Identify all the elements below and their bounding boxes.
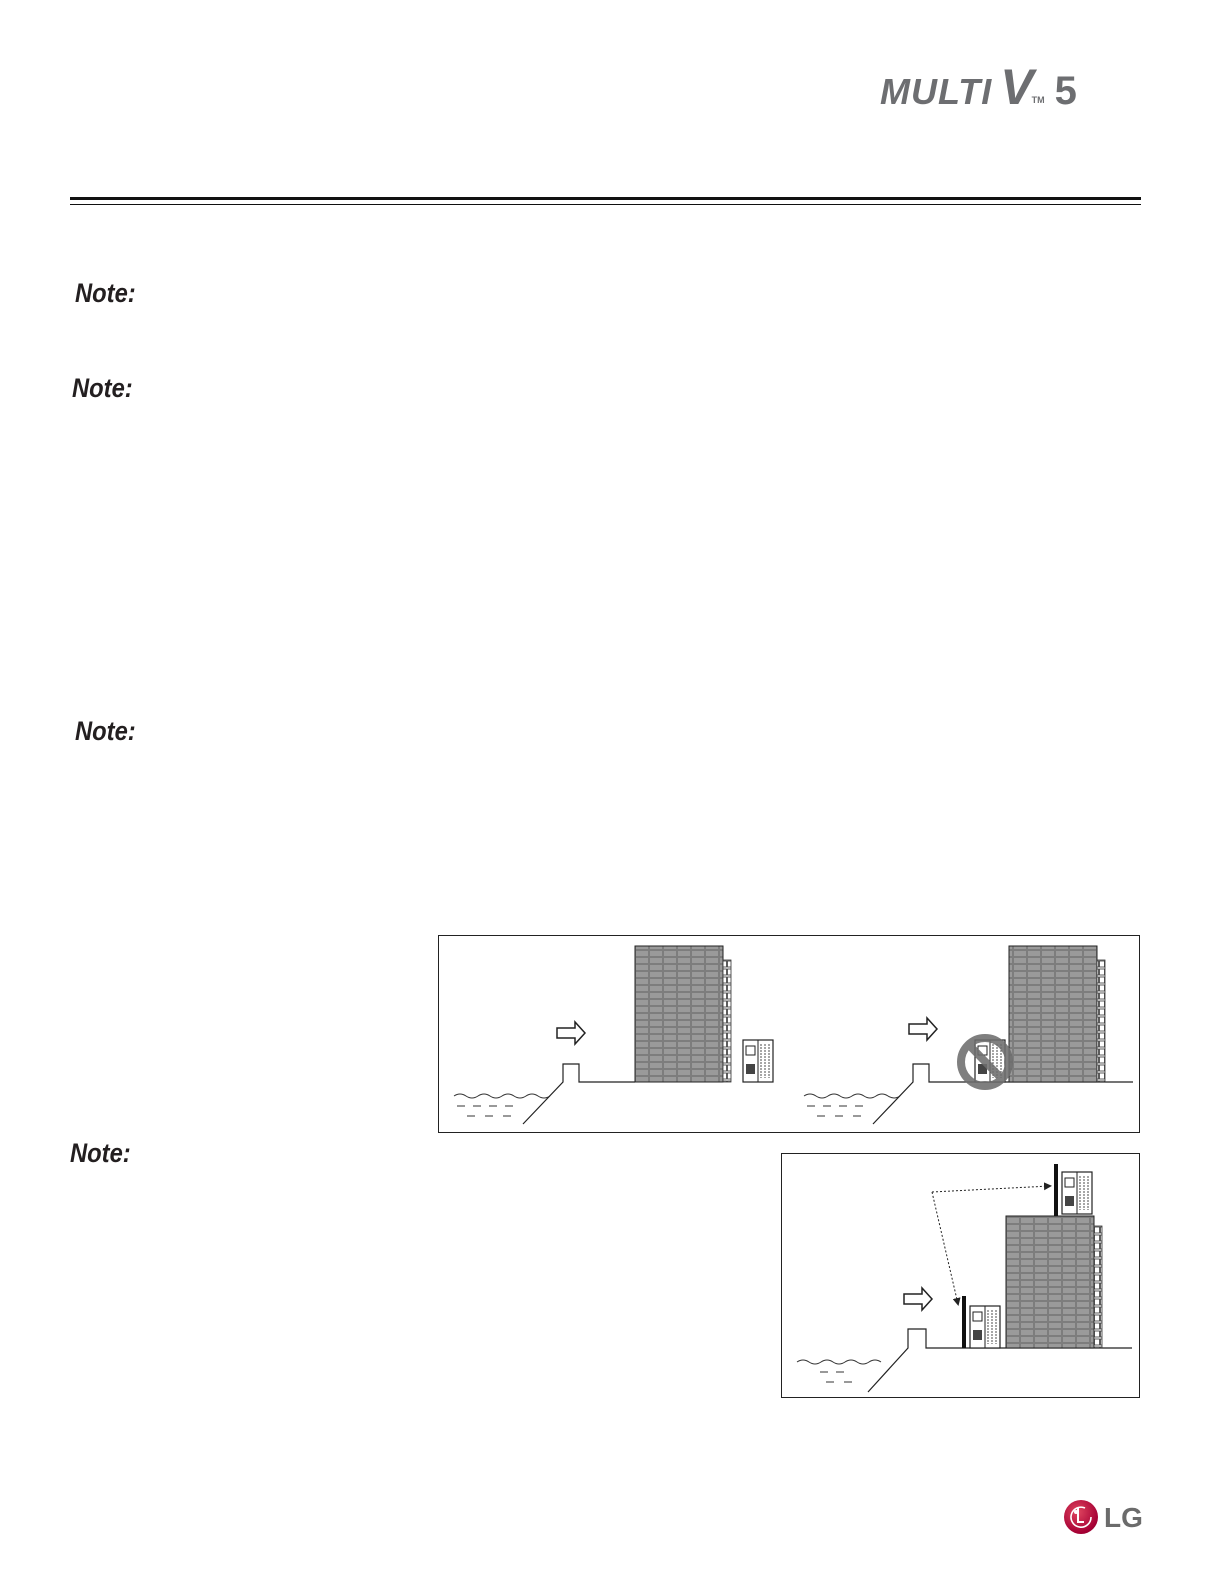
relocation-arrow-icon	[932, 1192, 958, 1304]
lg-logo-text: LG	[1104, 1502, 1143, 1533]
note-label-4: Note:	[70, 1138, 131, 1168]
building-icon	[635, 946, 723, 1082]
water-waves-icon	[797, 1360, 881, 1364]
seaside-placement-figure	[438, 935, 1140, 1133]
lg-logo	[1064, 1500, 1144, 1536]
lg-face-icon	[1064, 1500, 1098, 1534]
logo-five-text: 5	[1054, 69, 1077, 113]
wind-arrow-icon	[557, 1022, 585, 1044]
shore-wall	[523, 1064, 635, 1124]
outdoor-unit-icon	[743, 1040, 773, 1082]
left-scene	[454, 946, 773, 1124]
header-rule-thick	[70, 197, 1141, 200]
wind-barrier	[962, 1296, 966, 1348]
note-label-1: Note:	[75, 278, 136, 308]
header-rule-thin	[70, 204, 1141, 205]
relocation-arrow-icon	[932, 1186, 1050, 1192]
outdoor-unit-icon	[970, 1306, 1000, 1348]
note-label-3: Note:	[75, 716, 136, 746]
logo-v-text: V	[1000, 59, 1034, 115]
logo-tm-text: TM	[1031, 95, 1045, 105]
wind-arrow-icon	[904, 1288, 932, 1310]
multi-v-5-logo	[880, 59, 1150, 115]
wind-arrow-icon	[909, 1018, 937, 1040]
note-label-2: Note:	[72, 373, 133, 403]
building-icon	[1006, 1216, 1094, 1348]
water-waves-icon	[454, 1094, 550, 1098]
right-scene	[804, 946, 1133, 1124]
logo-multi-text: MULTI	[880, 71, 993, 112]
relocation-illustration	[782, 1154, 1139, 1397]
outdoor-unit-icon	[1062, 1172, 1092, 1214]
relocation-figure	[781, 1153, 1140, 1398]
seaside-placement-illustration	[439, 936, 1139, 1132]
